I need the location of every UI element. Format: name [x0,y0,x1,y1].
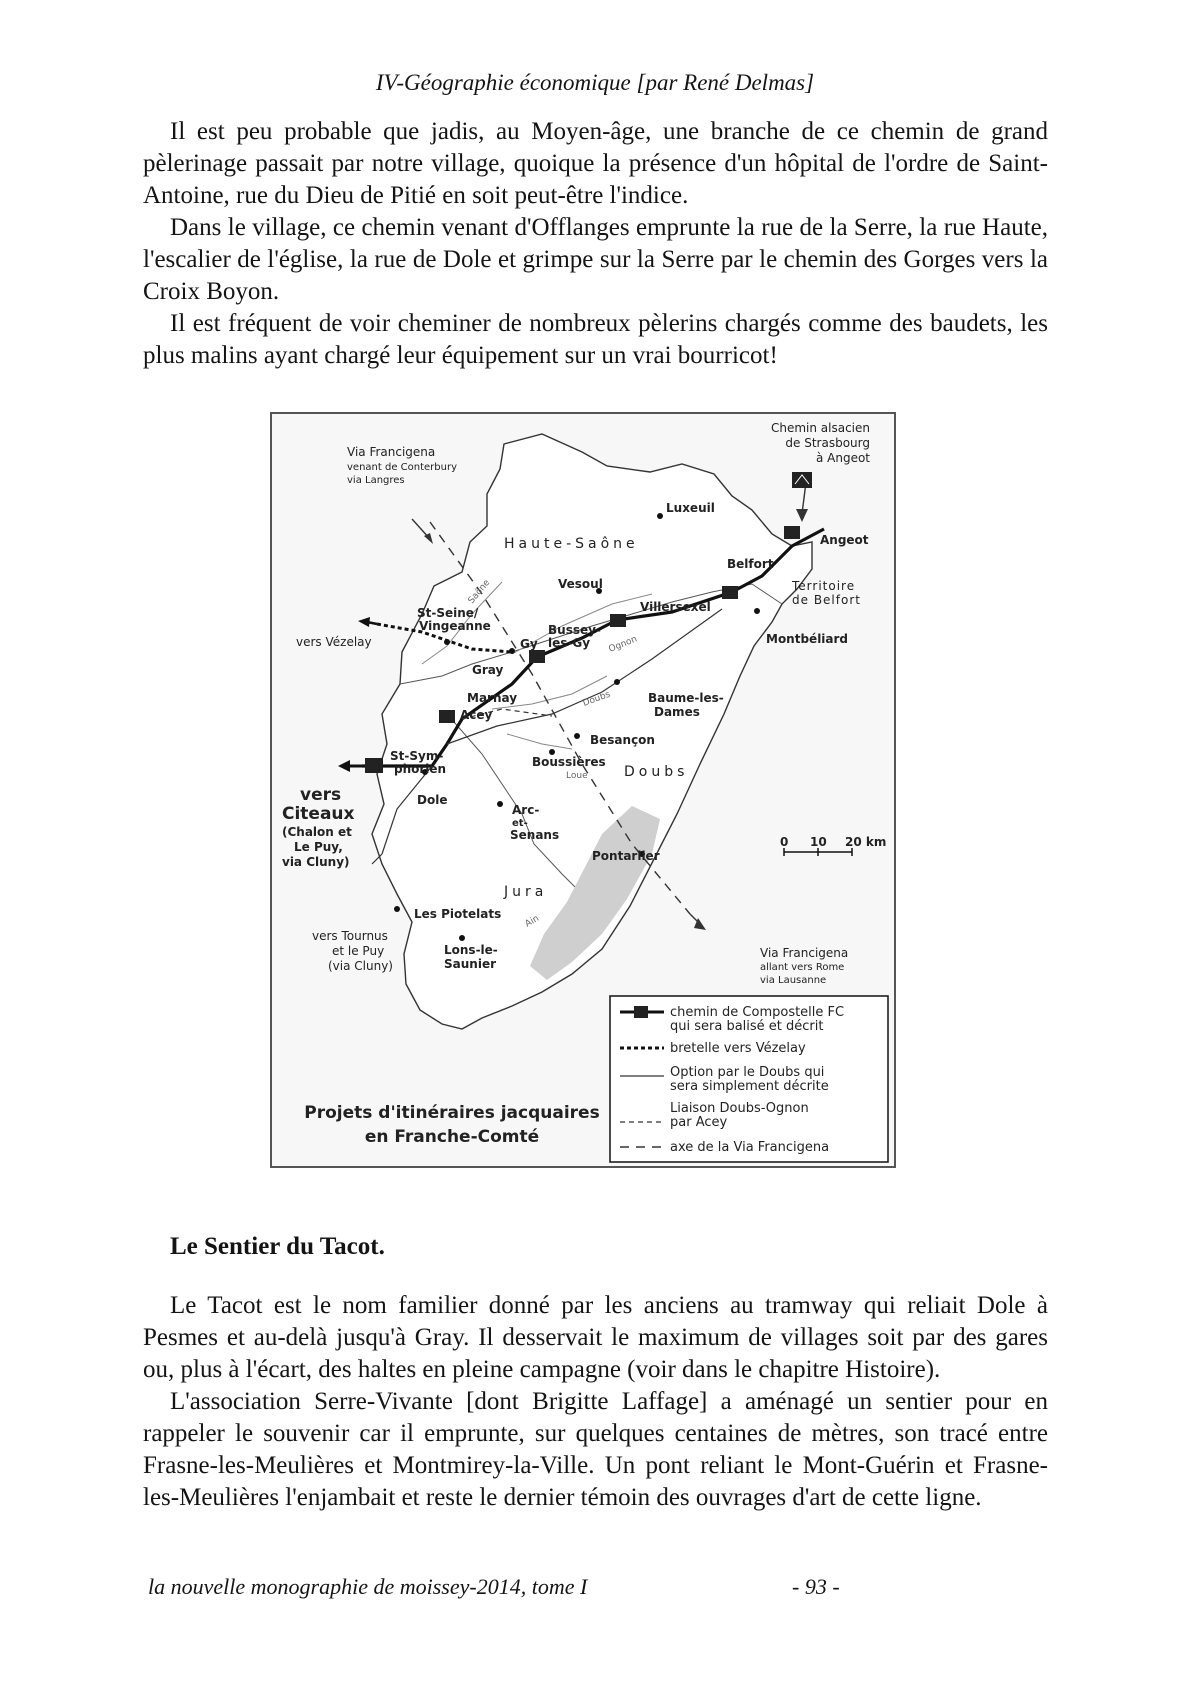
town-dot [444,639,450,645]
paragraph: Le Tacot est le nom familier donné par les anciens au tramway qui reliait Dole à Pesmes et au-delà jusqu'à Gray. Il desservait le maximum de villages soit par des gares ou, plus à l'écart, des haltes en pleine campagne (voir dans le chapitre Histoire). [143,1292,1048,1383]
paragraph: Dans le village, ce chemin venant d'Offlanges emprunte la rue de la Serre, la rue Haute, l'escalier de l'église, la rue de Dole et grimpe sur la Serre par le chemin des Gorges vers la Croix Boyon. [143,214,1048,305]
region-territoire: Territoire [792,579,856,593]
place-luxeuil: Luxeuil [666,501,715,515]
shell-icon [722,586,738,599]
vers-tournus-label: vers Tournus [312,929,388,943]
bottom-body-text [143,1290,1048,1514]
map-label: qui sera balisé et décrit [670,1019,824,1034]
top-body-text [143,116,1048,372]
map-label: et le Puy [332,944,385,958]
map-label: Saunier [444,957,496,971]
map-label: (via Cluny) [328,959,393,973]
map-label: et- [512,818,528,829]
place-besancon: Besançon [590,733,655,747]
map-title: Projets d'itinéraires jacquaires [304,1103,600,1123]
shell-icon [439,710,455,723]
place-vesoul: Vesoul [558,577,603,591]
map-label: à Angeot [815,451,870,465]
map-label: les-Gy [548,636,591,650]
scale-tick: 0 [780,835,789,849]
shell-icon [634,1006,648,1018]
river-label-saone: Saône [466,578,493,606]
shell-icon [365,758,383,773]
paragraph: Il est fréquent de voir cheminer de nombreux pèlerins chargés comme des baudets, les plus malins ayant chargé leur équipement sur un vrai bourricot! [143,310,1048,369]
scale-bar [780,835,886,856]
map-label: via Lausanne [760,975,827,986]
franche-comte-map [272,414,894,1166]
map-label: de Strasbourg [785,436,870,450]
vers-vezelay-label: vers Vézelay [296,635,372,649]
legend-entry: Option par le Doubs qui [670,1065,825,1080]
place-pontarlier: Pontarlier [592,849,660,863]
map-title: en Franche-Comté [364,1127,540,1147]
town-dot [657,513,663,519]
map-label: allant vers Rome [760,962,845,973]
shell-icon [784,526,800,539]
region-haute-saone: Haute-Saône [504,536,639,552]
page-number: - 93 - [792,1574,840,1599]
town-dot [754,608,760,614]
shell-icon [792,472,812,488]
place-st-seine: St-Seine/ [417,606,479,620]
chemin-alsacien-label: Chemin alsacien [770,421,870,435]
place-bussey: Bussey- [548,623,601,637]
arrow-icon [796,509,808,522]
vers-citeaux-label: vers [300,785,342,805]
legend-entry: chemin de Compostelle FC [670,1005,845,1020]
town-dot [394,906,400,912]
scale-tick: 10 [810,835,827,849]
place-villersexel: Villersexel [640,600,711,614]
place-angeot: Angeot [820,533,869,547]
place-les-piotelats: Les Piotelats [414,907,502,921]
arrow-icon [338,760,350,772]
town-dot [509,648,515,654]
place-acey: Acey [460,708,493,722]
place-dole: Dole [417,793,448,807]
place-st-symphorien: St-Sym- [390,749,444,763]
legend-entry: bretelle vers Vézelay [670,1041,806,1056]
scale-tick: 20 km [845,835,887,849]
place-gy: Gy [520,637,538,651]
map-label: via Langres [347,475,405,486]
map-label: Citeaux [282,804,355,824]
legend-entry: axe de la Via Francigena [670,1140,830,1155]
arrow-icon [358,617,370,627]
shell-icon [529,650,545,663]
map-label: via Cluny) [282,855,350,869]
place-baume: Baume-les- [648,691,724,705]
paragraph: Il est peu probable que jadis, au Moyen-âge, une branche de ce chemin de grand pèlerinage passait par notre village, quoique la présence d'un hôpital de l'ordre de Saint-Antoine, rue du Dieu de Pitié en soit peut-être l'indice. [143,118,1048,209]
town-dot [497,801,503,807]
map-label: Vingeanne [419,619,491,633]
map-label: sera simplement décrite [670,1079,829,1094]
map-figure [270,412,896,1168]
via-francigena-south-label: Via Francigena [760,946,849,960]
place-lons: Lons-le- [444,943,498,957]
map-label: par Acey [670,1115,728,1130]
town-dot [574,733,580,739]
place-gray: Gray [472,663,504,677]
map-label: Dames [654,705,700,719]
town-dot [614,679,620,685]
map-label: Senans [510,828,560,842]
river-label-doubs: Doubs [581,689,612,709]
section-heading: Le Sentier du Tacot. [170,1233,385,1260]
town-dot [459,935,465,941]
map-label: (Chalon et [282,825,352,839]
place-marnay: Marnay [467,691,518,705]
footer-book-title: la nouvelle monographie de moissey-2014, tome I [148,1574,588,1599]
shell-icon [610,614,626,627]
via-francigena-north-label: Via Francigena [347,445,436,459]
map-label: de Belfort [792,593,861,607]
paragraph: L'association Serre-Vivante [dont Brigitte Laffage] a aménagé un sentier pour en rappeler le souvenir car il emprunte, sur quelques centaines de mètres, son tracé entre Frasne-les-Meulières et Montmirey-la-Ville. Un pont reliant le Mont-Guérin et Frasne-les-Meulières l'enjambait et reste le dernier témoin des ouvrages d'art de cette ligne. [143,1388,1048,1511]
place-montbeliard: Montbéliard [766,632,849,646]
place-belfort: Belfort [727,557,774,571]
river-label-ognon: Ognon [607,634,639,655]
region-doubs: Doubs [624,764,689,780]
map-legend [610,996,888,1162]
legend-entry: Liaison Doubs-Ognon [670,1101,809,1116]
map-label: phorien [394,762,447,776]
map-label: Le Puy, [294,840,343,854]
place-boussieres: Boussières [532,755,606,769]
region-jura: Jura [504,884,548,900]
map-label: venant de Conterbury [347,462,457,473]
river-label-loue: Loue [566,771,588,781]
running-header: IV-Géographie économique [par René Delmas] [375,70,815,95]
river-label-ain: Ain [523,913,541,930]
place-arc-senans: Arc- [512,803,540,817]
